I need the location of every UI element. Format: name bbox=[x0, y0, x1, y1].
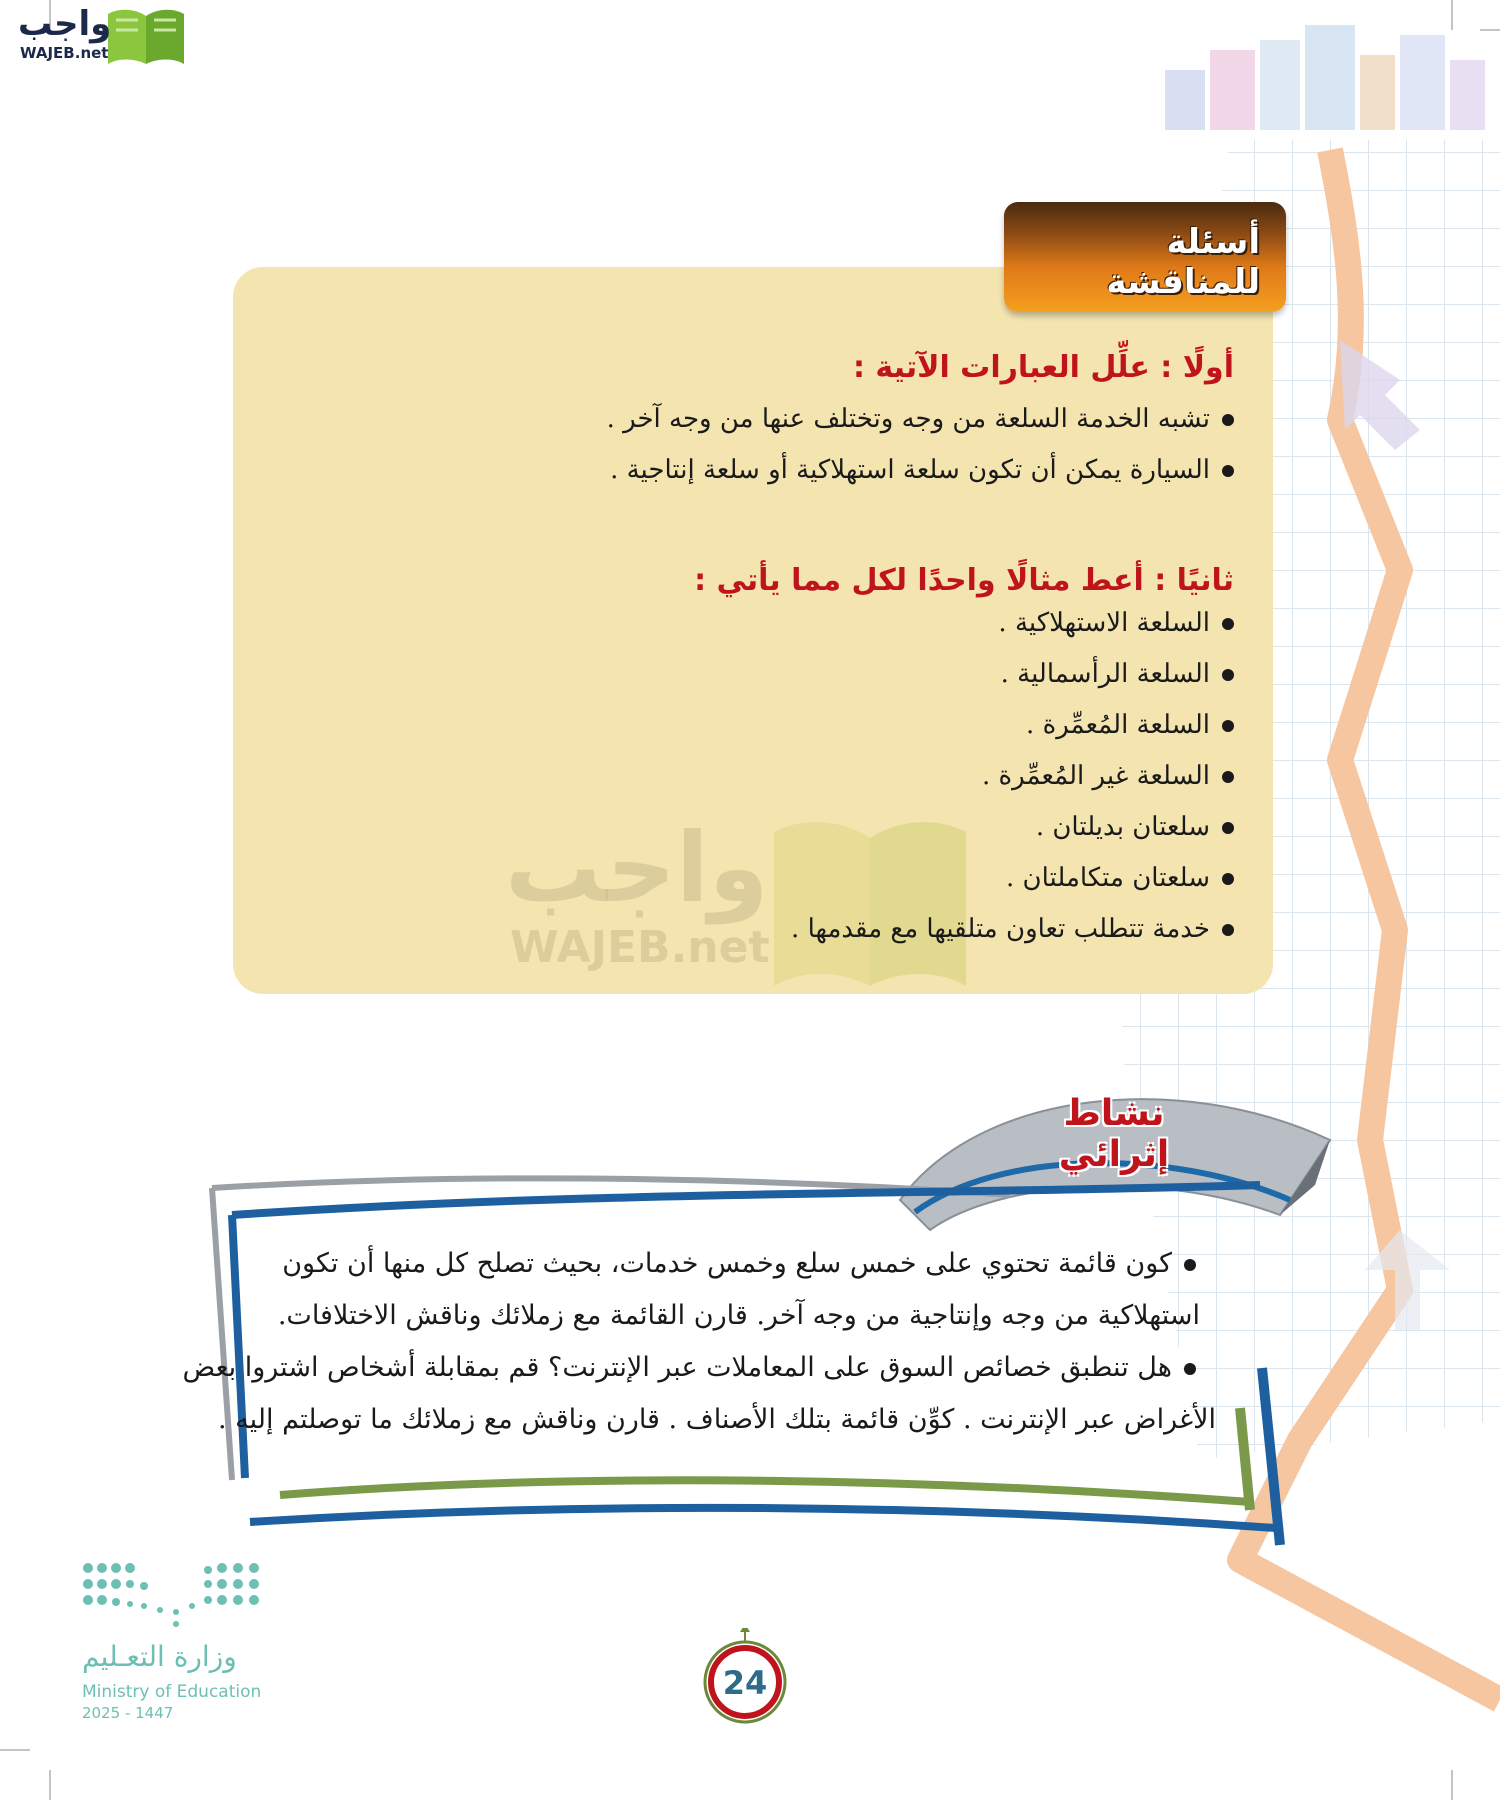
discussion-title: أسئلة للمناقشة bbox=[1106, 222, 1260, 302]
part2-item-3: السلعة المُعمِّرة . bbox=[1026, 710, 1234, 740]
part2-item-5: سلعتان بديلتان . bbox=[1036, 812, 1234, 842]
part2-item-7: خدمة تتطلب تعاون متلقيها مع مقدمها . bbox=[791, 914, 1234, 944]
bullet-icon bbox=[1184, 1259, 1196, 1271]
part2-item-4: السلعة غير المُعمِّرة . bbox=[982, 761, 1234, 791]
logo-text-en: WAJEB.net bbox=[20, 44, 109, 62]
part2-item-2: السلعة الرأسمالية . bbox=[1001, 659, 1234, 689]
page-number: 24 bbox=[722, 1664, 768, 1702]
watermark-text-en: WAJEB.net bbox=[510, 922, 770, 973]
part1-item-2: السيارة يمكن أن تكون سلعة استهلاكية أو سلعة إنتاجية . bbox=[610, 455, 1234, 485]
activity-item-2: هل تنطبق خصائص السوق على المعاملات عبر الإنترنت؟ قم بمقابلة أشخاص اشتروا بعض bbox=[183, 1352, 1196, 1383]
part2-item-1: السلعة الاستهلاكية . bbox=[998, 608, 1234, 638]
activity-item-1-cont: استهلاكية من وجه وإنتاجية من وجه آخر. قارن القائمة مع زملائك وناقش الاختلافات. bbox=[277, 1300, 1200, 1331]
ministry-name-ar: وزارة التعـليم bbox=[82, 1640, 237, 1673]
activity-item-1: كون قائمة تحتوي على خمس سلع وخمس خدمات، بحيث تصلح كل منها أن تكون bbox=[282, 1248, 1196, 1279]
activity-title: نشاط إثرائي bbox=[1058, 1093, 1170, 1175]
bullet-icon bbox=[1184, 1363, 1196, 1375]
watermark-text-ar: واجب bbox=[505, 812, 769, 924]
ministry-year: 2025 - 1447 bbox=[82, 1704, 174, 1722]
part2-heading: ثانيًا : أعط مثالًا واحدًا لكل مما يأتي : bbox=[694, 563, 1234, 598]
ministry-name-en: Ministry of Education bbox=[82, 1682, 262, 1702]
logo-text-ar: واجب bbox=[18, 4, 112, 44]
activity-item-2-cont: الأغراض عبر الإنترنت . كوِّن قائمة بتلك الأصناف . قارن وناقش مع زملائك ما توصلتم إليه . bbox=[218, 1404, 1216, 1435]
part1-heading: أولًا : علِّل العبارات الآتية : bbox=[852, 350, 1234, 385]
part2-item-6: سلعتان متكاملتان . bbox=[1006, 863, 1234, 893]
ministry-logo-dots-icon bbox=[82, 1560, 272, 1630]
part1-item-1: تشبه الخدمة السلعة من وجه وتختلف عنها من وجه آخر . bbox=[607, 404, 1234, 434]
